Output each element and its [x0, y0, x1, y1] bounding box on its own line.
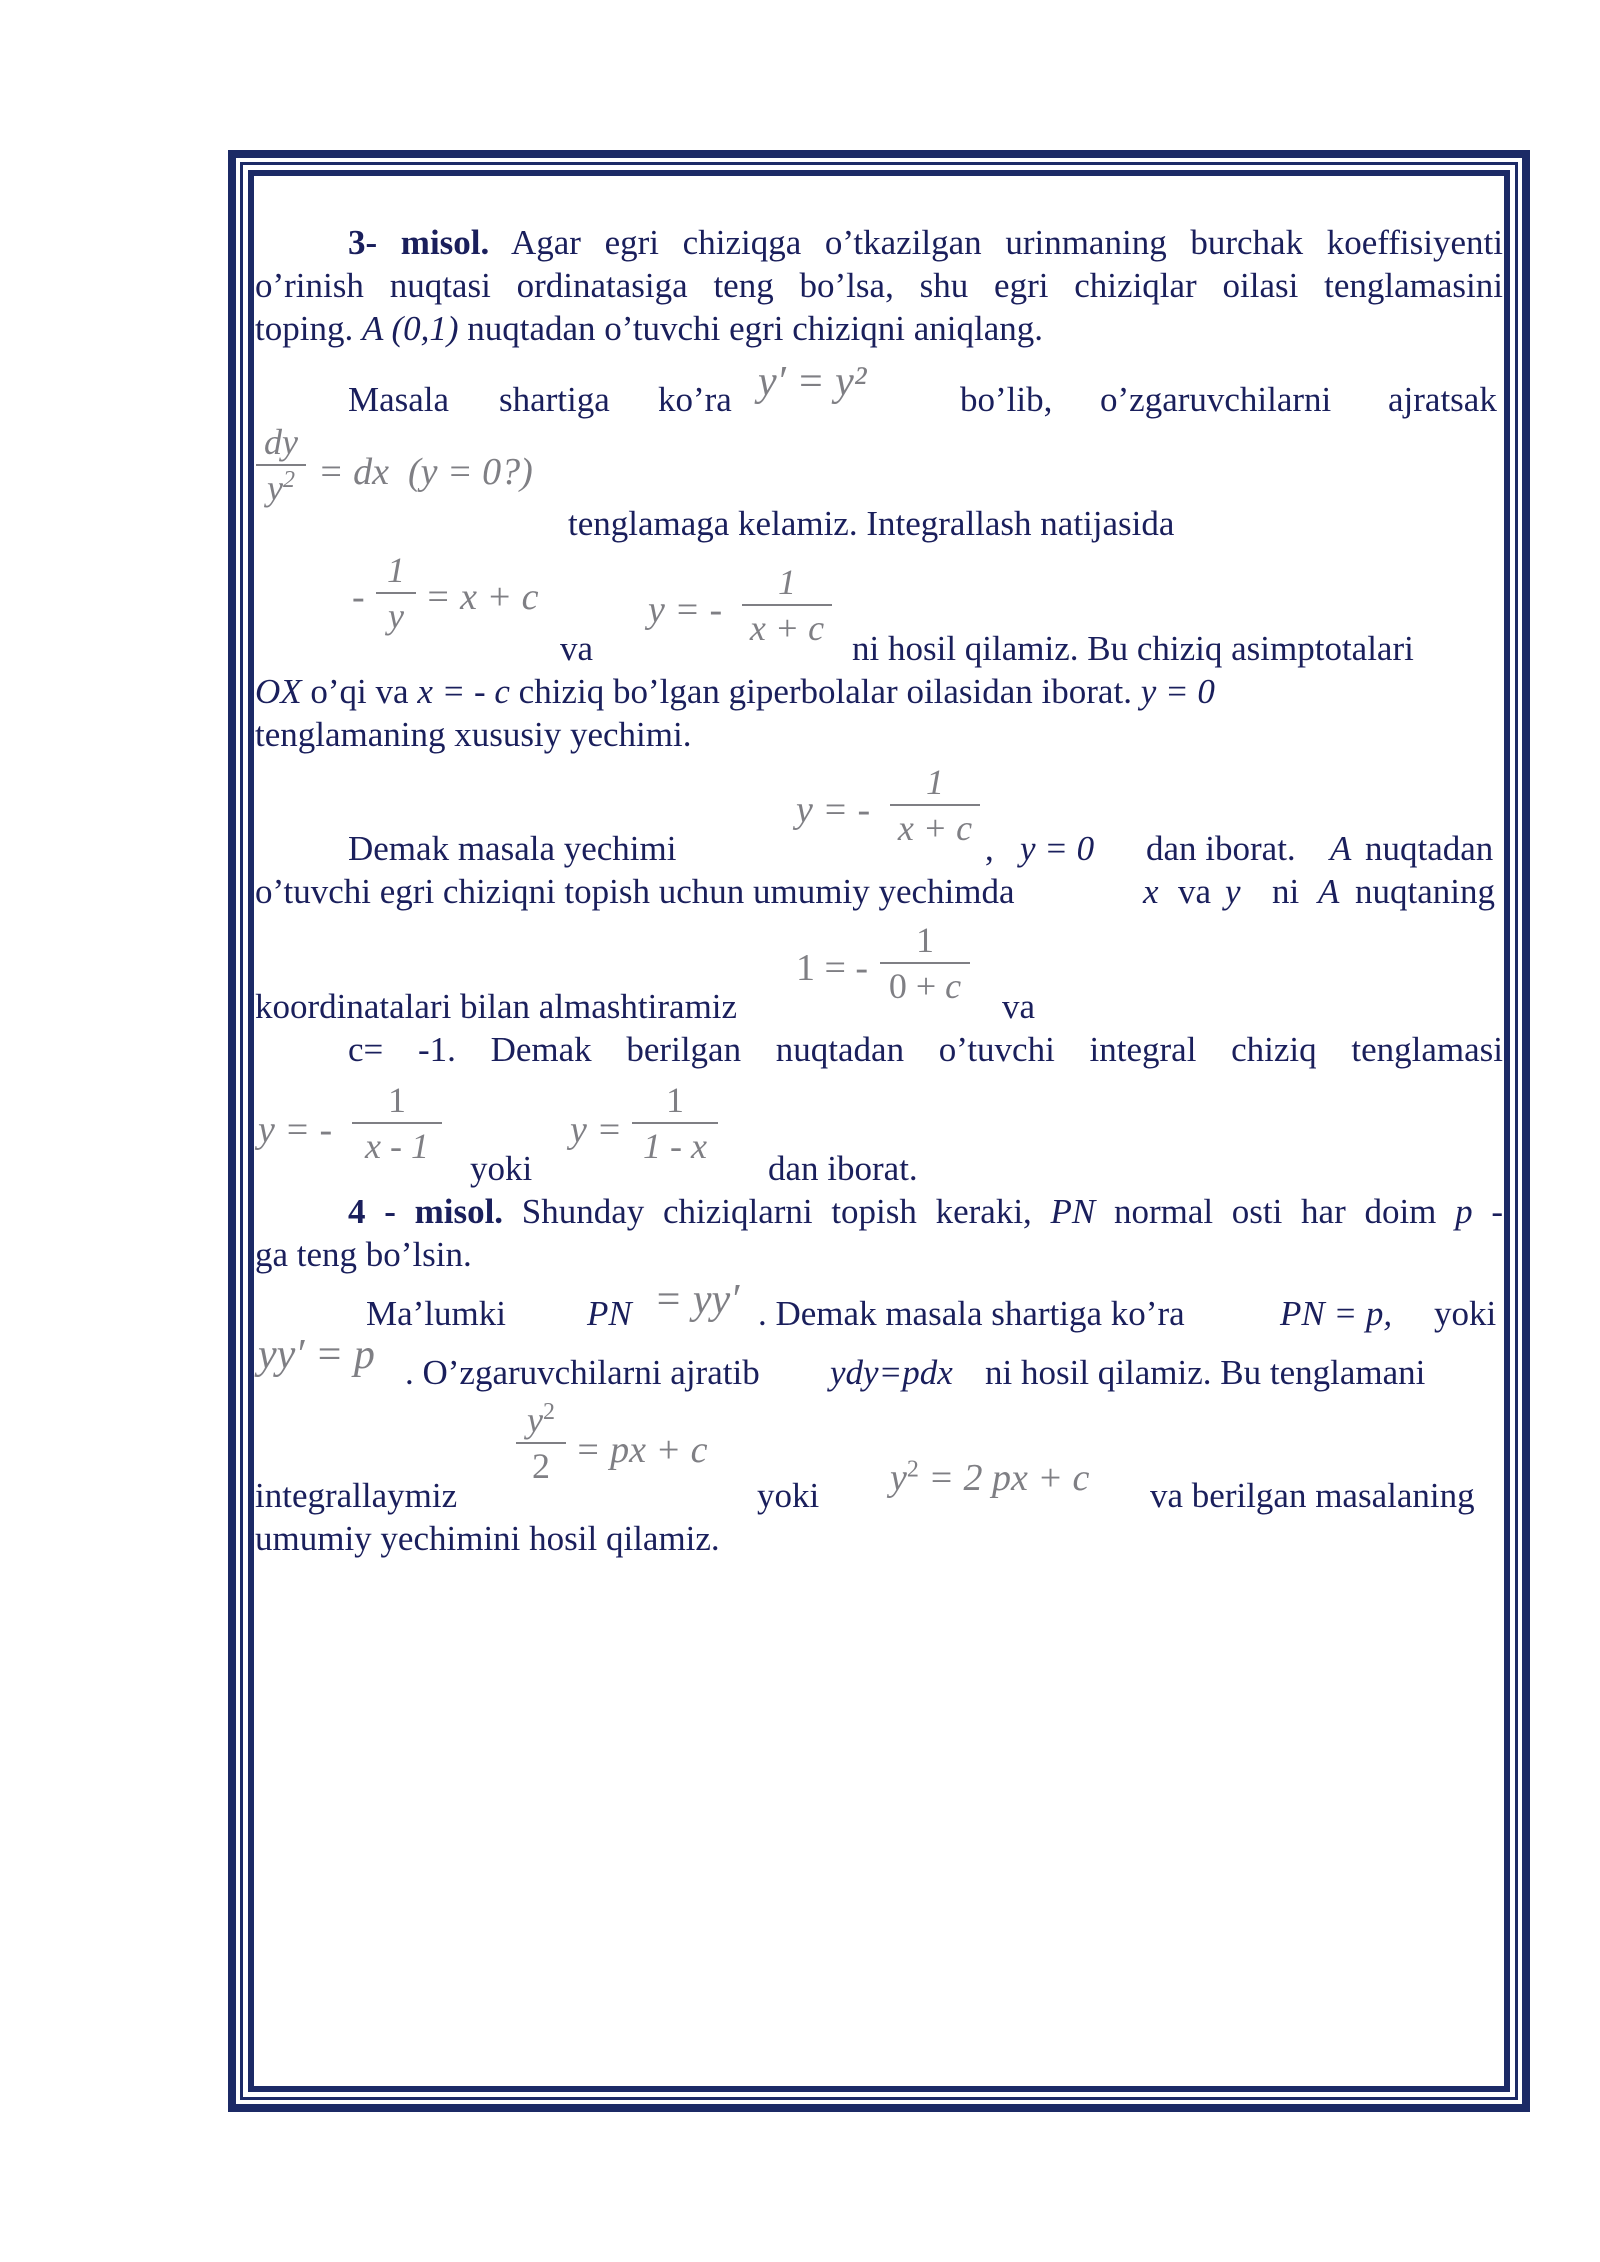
ex3-answer-A: A	[1330, 829, 1352, 868]
ex4-known-pn-p: PN = p,	[1280, 1294, 1393, 1333]
ex3-masala-word: Masala	[348, 380, 450, 419]
ex3-bolib-word: bo’lib,	[960, 380, 1053, 419]
ex3-answer-nuqtadan: nuqtadan	[1365, 829, 1494, 868]
ex3-line3-b: nuqtadan o’tuvchi egri chiziqni aniqlang.	[458, 309, 1043, 348]
ex3-line-3	[255, 307, 1043, 350]
ex3-eq-particular-2-fraction: 1 1 - x	[632, 1080, 718, 1166]
ex4-known-pn: PN	[587, 1294, 632, 1333]
ex3-eq-general-lhs: y = -	[648, 589, 723, 631]
ex4-final-text: va berilgan masalaning	[1150, 1476, 1475, 1515]
ex3-answer-comma: ,	[985, 829, 994, 868]
ex3-kora-word: ko’ra	[658, 380, 732, 419]
ex4-eq-integral-1-fraction: $y^2$ 2	[516, 1400, 566, 1486]
ex3-eq-integrated-fraction: 1 y	[376, 550, 416, 636]
ex3-answer-dan-iborat: dan iborat.	[1146, 829, 1296, 868]
ex3-shartiga-word: shartiga	[499, 380, 610, 419]
ex3-general-line: o’tuvchi egri chiziqni topish uchun umumiy yechimda	[255, 872, 1015, 911]
ex3-ox-line	[255, 670, 1215, 713]
ex4-eq-condition: yy′ = p	[258, 1332, 375, 1378]
ex3-eq-particular-1-fraction: 1 x - 1	[352, 1080, 442, 1166]
ex3-eq-integrated-minus: -	[352, 576, 365, 618]
ex4-line-1	[348, 1190, 1503, 1233]
ex4-eq-integral-2: $y^2 = 2$ px + c	[890, 1456, 1090, 1499]
ex4-yoki: yoki	[757, 1476, 820, 1515]
ex3-coord-line: koordinatalari bilan almashtiramiz	[255, 987, 738, 1026]
ex4-sep-ydy: ydy=pdx	[830, 1353, 953, 1392]
ex4-line-2: ga teng bo’lsin.	[255, 1235, 472, 1274]
ex3-ox-asymptote: x = - c	[417, 672, 510, 711]
ex4-line1-b: normal osti har doim	[1095, 1192, 1456, 1231]
ex4-known-text: Ma’lumki	[366, 1294, 506, 1333]
ex3-general-A: A	[1318, 872, 1340, 911]
ex3-eq-particular-1-lhs: y = -	[258, 1109, 333, 1151]
ex4-final-line: umumiy yechimini hosil qilamiz.	[255, 1519, 720, 1558]
ex3-hyperbola-line: ni hosil qilamiz. Bu chiziq asimptotalari	[852, 629, 1414, 668]
ex3-ox-special: y = 0	[1140, 672, 1215, 711]
ex3-yoki-1: yoki	[470, 1149, 533, 1188]
ex4-known-demak: . Demak masala shartiga ko’ra	[758, 1294, 1185, 1333]
ex4-line1-p: p	[1455, 1192, 1473, 1231]
ex3-general-ni: ni	[1272, 872, 1300, 911]
ex4-known-yoki: yoki	[1434, 1294, 1497, 1333]
ex3-ox-axis: OX	[255, 672, 302, 711]
ex3-ox-text-1: o’qi va	[301, 672, 418, 711]
ex3-answer-y0: y = 0	[1020, 829, 1095, 868]
ex4-integrate-word: integrallaymiz	[255, 1476, 458, 1515]
ex3-eq-substitute-fraction: 1 0 + c	[880, 920, 970, 1006]
ex4-line1-pn: PN	[1050, 1192, 1096, 1231]
ex3-general-y: y	[1225, 872, 1241, 911]
ex3-eq-integrated-rhs: = x + c	[425, 576, 539, 618]
ex3-ozgaruvchilarni-word: o’zgaruvchilarni	[1100, 380, 1332, 419]
ex3-point-A: A (0,1)	[361, 309, 459, 348]
ex3-eq-particular-2-lhs: y =	[570, 1109, 623, 1151]
ex3-eq-separated-rhs: = dx (y = 0?)	[318, 451, 533, 493]
ex4-sep-tail: ni hosil qilamiz. Bu tenglamani	[985, 1353, 1426, 1392]
ex3-eq-answer-lhs: y = -	[796, 789, 871, 831]
ex3-eq-general-fraction: 1 x + c	[742, 562, 832, 648]
ex3-special-line: tenglamaning xususiy yechimi.	[255, 715, 692, 754]
ex4-eq-integral-1-rhs: = px + c	[575, 1429, 708, 1471]
ex3-eq-substitute-lhs: 1 = -	[796, 947, 869, 989]
ex3-line-1	[348, 221, 1503, 264]
ex4-heading: 4 - misol.	[348, 1192, 504, 1231]
ex3-answer-text: Demak masala yechimi	[348, 829, 677, 868]
ex3-line-2: o’rinish nuqtasi ordinatasiga teng bo’lsa, shu egri chiziqlar oilasi tenglamasini	[255, 266, 1503, 305]
ex3-line1-text: Agar egri chiziqga o’tkazilgan urinmaning burchak koeffisiyenti	[489, 223, 1503, 262]
ex3-ox-text-2: chiziq bo’lgan giperbolalar oilasidan iborat.	[509, 672, 1141, 711]
ex3-dan-iborat: dan iborat.	[768, 1149, 918, 1188]
ex3-va-1: va	[560, 629, 594, 668]
ex4-line1-a: Shunday chiziqlarni topish keraki,	[503, 1192, 1051, 1231]
ex4-eq-normal: = yy′	[654, 1277, 740, 1323]
ex3-va-2: va	[1002, 987, 1036, 1026]
ex3-c-line: c= -1. Demak berilgan nuqtadan o’tuvchi integral chiziq tenglamasi	[348, 1030, 1503, 1069]
ex3-ajratsak-word: ajratsak	[1388, 380, 1497, 419]
ex3-general-nuqtaning: nuqtaning	[1355, 872, 1495, 911]
ex3-eq-condition-text: y′ = y²	[758, 359, 867, 405]
ex4-sep-text: . O’zgaruvchilarni ajratib	[405, 1353, 760, 1392]
ex3-heading: 3- misol.	[348, 223, 490, 262]
ex3-integral-line: tenglamaga kelamiz. Integrallash natijasida	[568, 504, 1175, 543]
ex4-line1-c: -	[1472, 1192, 1503, 1231]
ex3-eq-condition	[758, 359, 867, 405]
ex3-general-x: x	[1143, 872, 1159, 911]
ex3-eq-answer-fraction: 1 x + c	[890, 762, 980, 848]
ex3-eq-separated-fraction: dy $y^2$	[256, 422, 306, 508]
ex3-line3-a: toping.	[255, 309, 362, 348]
ex3-general-va: va	[1178, 872, 1212, 911]
